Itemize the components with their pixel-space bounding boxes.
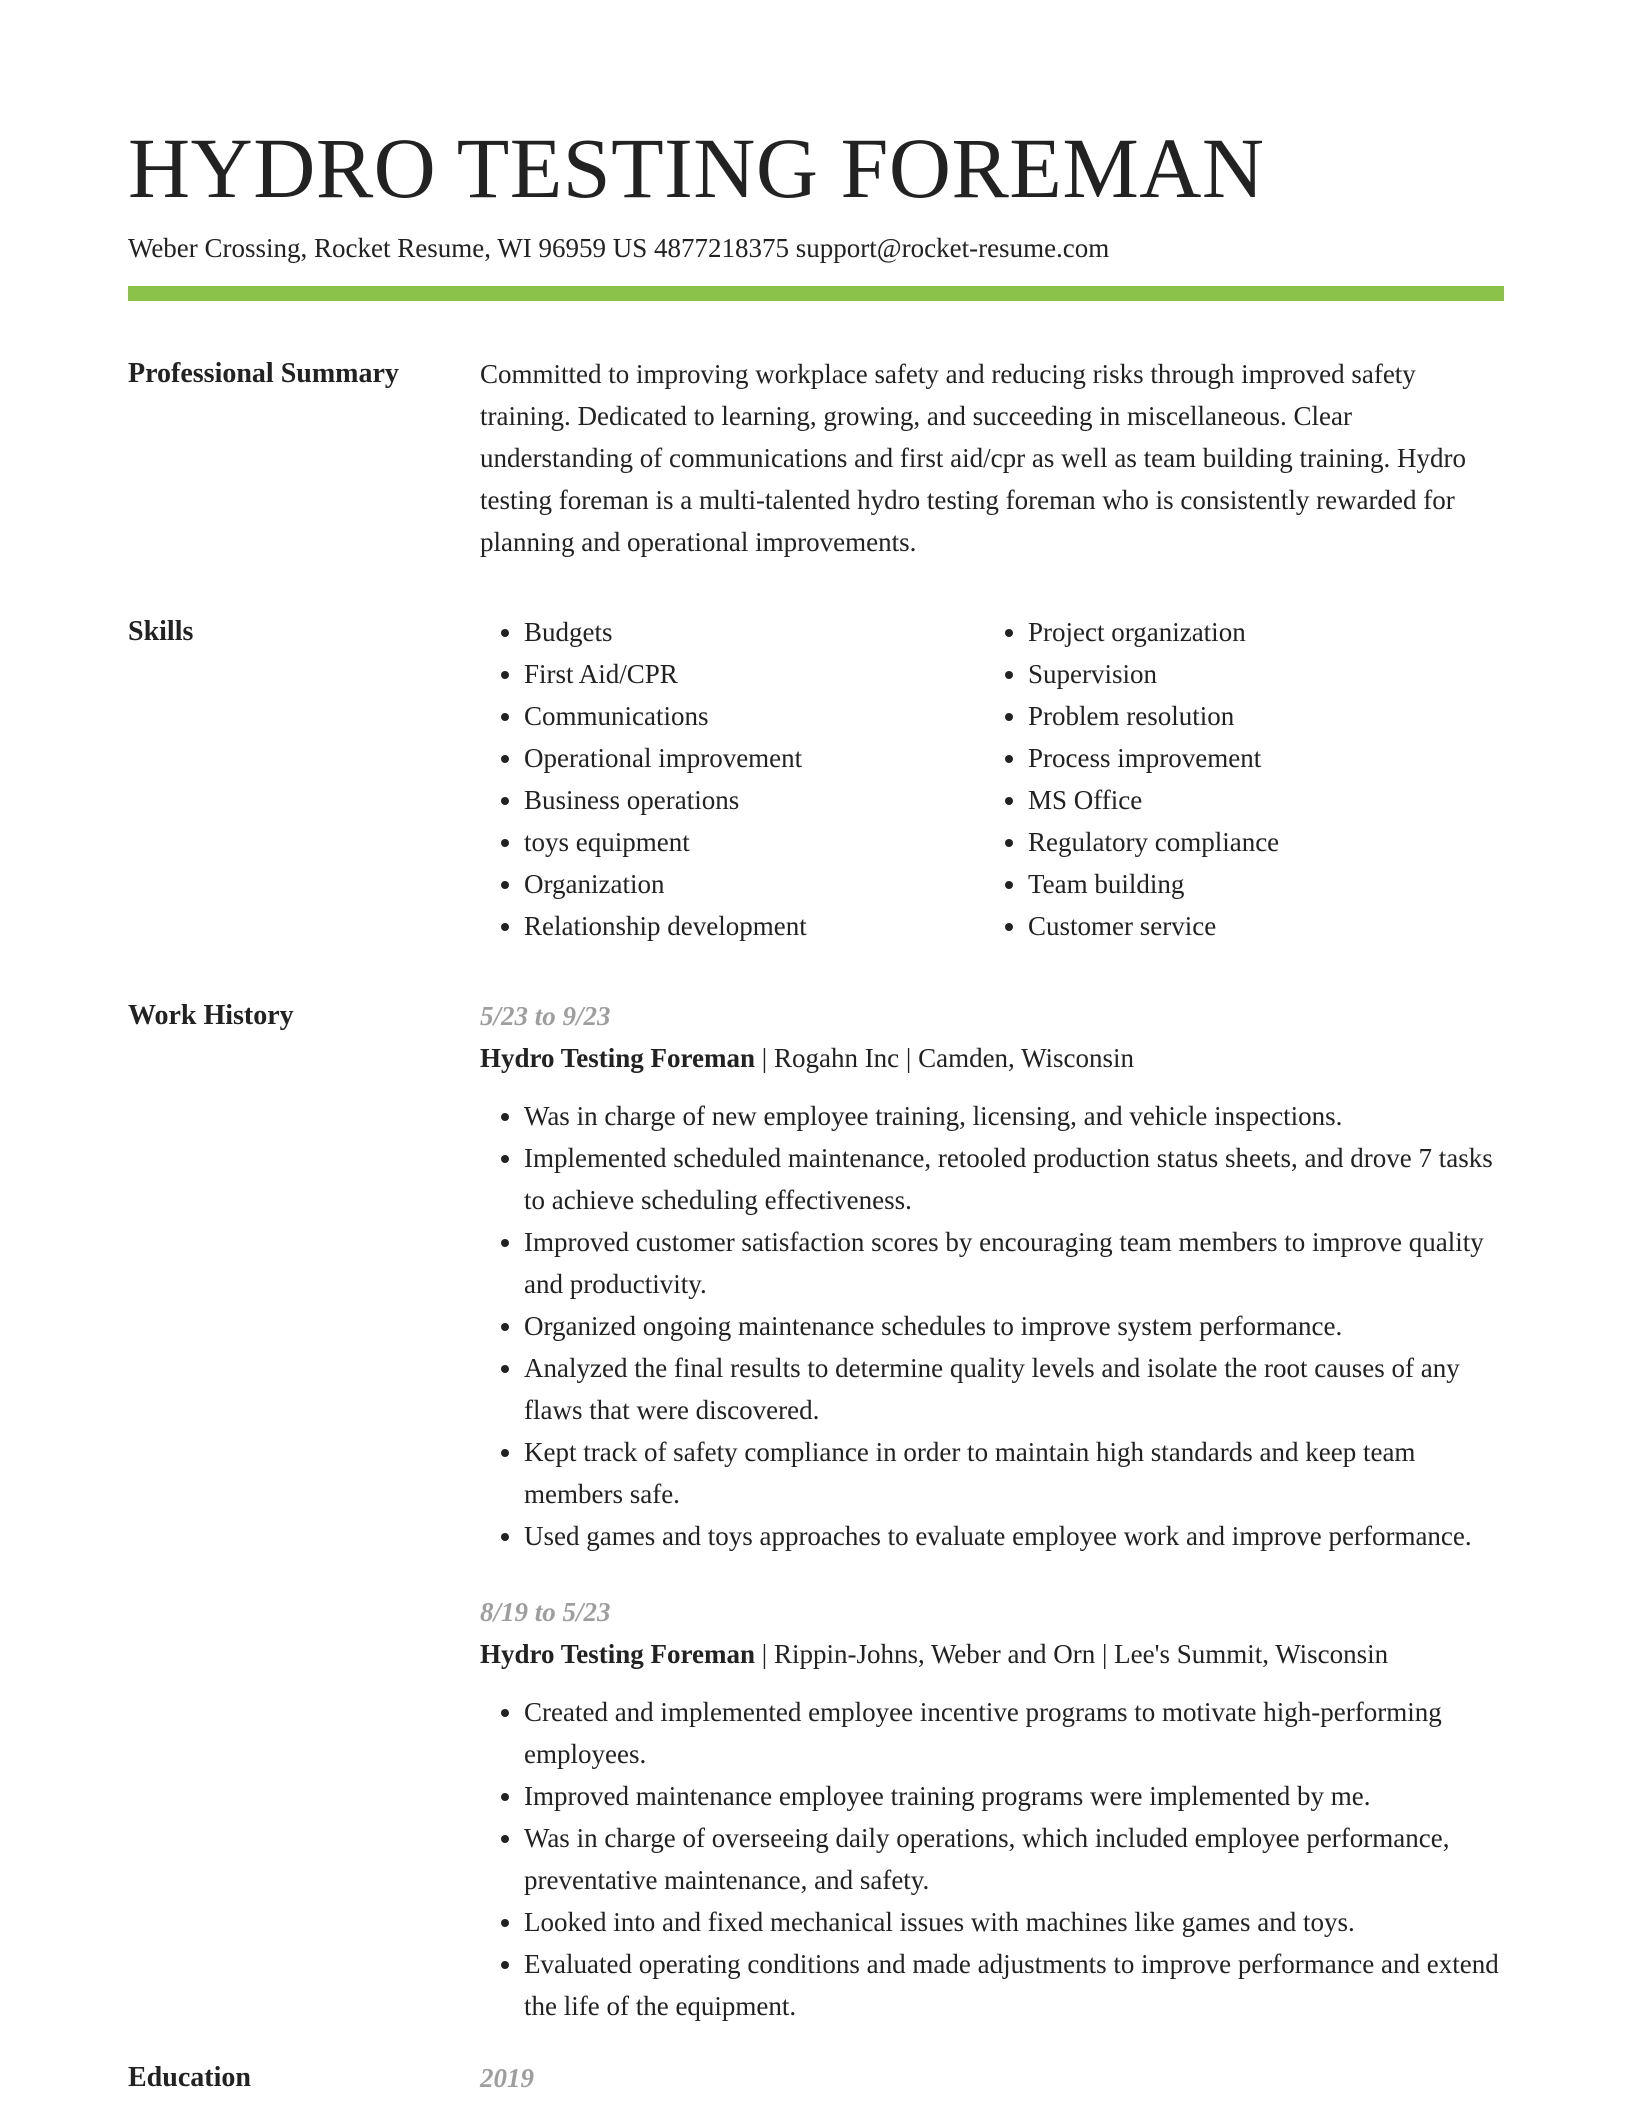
resume-page <box>128 118 1504 2099</box>
job-bullet: • Improved maintenance employee training programs were implemented by me. <box>524 1775 1504 1817</box>
candidate-name: HYDRO TESTING FOREMAN <box>128 120 1265 216</box>
summary-text: Committed to improving workplace safety and reducing risks through improved safety training. Dedicated to learning, growing, and succeeding in miscellaneous. Clear understanding of communications and first aid/cpr as well as team building training. Hydro testing foreman is a multi-talented hydro testing foreman who is consistently rewarded for planning and operational improvements. <box>480 359 1467 557</box>
job-bullet: • Created and implemented employee incentive programs to motivate high-performing employees. <box>524 1691 1504 1775</box>
skills-list-right <box>984 611 1508 947</box>
job-bullet: • Implemented scheduled maintenance, retooled production status sheets, and drove 7 tasks to achieve scheduling effectiveness. <box>524 1137 1504 1221</box>
summary-label: Professional Summary <box>128 358 399 389</box>
job-entry <box>480 995 1504 1557</box>
job-bullets <box>480 1095 1504 1557</box>
skill-item: • MS Office <box>1028 779 1508 821</box>
education-section <box>128 2057 1504 2099</box>
work-history-content <box>480 995 1504 2027</box>
job-dates: 5/23 to 9/23 <box>480 1001 611 1031</box>
skill-item: • Communications <box>524 695 984 737</box>
skills-content <box>480 611 1508 947</box>
job-bullet: • Was in charge of overseeing daily operations, which included employee performance, preventative maintenance, and safety. <box>524 1817 1504 1901</box>
job-bullet: • Kept track of safety compliance in order to maintain high standards and keep team members safe. <box>524 1431 1504 1515</box>
skill-item: • Team building <box>1028 863 1508 905</box>
job-bullets <box>480 1691 1504 2027</box>
contact-address: Weber Crossing, Rocket Resume, WI 96959 US <box>128 233 648 263</box>
job-bullet: • Organized ongoing maintenance schedules to improve system performance. <box>524 1305 1504 1347</box>
contact-email: support@rocket-resume.com <box>795 233 1110 263</box>
contact-phone: 4877218375 <box>654 233 790 263</box>
skill-item: • Budgets <box>524 611 984 653</box>
accent-divider <box>128 286 1504 301</box>
skills-section <box>128 611 1504 947</box>
job-entry <box>480 1591 1504 2027</box>
skill-item: • Operational improvement <box>524 737 984 779</box>
job-bullet: • Used games and toys approaches to evaluate employee work and improve performance. <box>524 1515 1504 1557</box>
skills-list-left <box>480 611 984 947</box>
summary-section <box>128 353 1504 563</box>
job-title: Hydro Testing Foreman <box>480 1639 756 1669</box>
job-details: | Rippin-Johns, Weber and Orn | Lee's Summit, Wisconsin <box>755 1639 1389 1669</box>
skill-item: • Organization <box>524 863 984 905</box>
work-history-label: Work History <box>128 1000 294 1031</box>
skill-item: • Project organization <box>1028 611 1508 653</box>
job-title: Hydro Testing Foreman <box>480 1043 756 1073</box>
skill-item: • Supervision <box>1028 653 1508 695</box>
job-bullet: • Analyzed the final results to determine quality levels and isolate the root causes of any flaws that were discovered. <box>524 1347 1504 1431</box>
job-title-line <box>480 1633 1504 1675</box>
skills-label: Skills <box>128 616 194 647</box>
skill-item: • First Aid/CPR <box>524 653 984 695</box>
skill-item: • Regulatory compliance <box>1028 821 1508 863</box>
education-content <box>480 2057 1504 2099</box>
job-bullet: • Looked into and fixed mechanical issues with machines like games and toys. <box>524 1901 1504 1943</box>
skill-item: • toys equipment <box>524 821 984 863</box>
skill-item: • Customer service <box>1028 905 1508 947</box>
work-history-section <box>128 995 1504 2027</box>
job-dates: 8/19 to 5/23 <box>480 1597 611 1627</box>
skill-item: • Process improvement <box>1028 737 1508 779</box>
contact-line <box>128 230 1504 266</box>
education-label: Education <box>128 2062 251 2093</box>
job-bullet: • Evaluated operating conditions and made adjustments to improve performance and extend the life of the equipment. <box>524 1943 1504 2027</box>
skill-item: • Relationship development <box>524 905 984 947</box>
skill-item: • Problem resolution <box>1028 695 1508 737</box>
job-details: | Rogahn Inc | Camden, Wisconsin <box>755 1043 1134 1073</box>
job-bullet: • Was in charge of new employee training, licensing, and vehicle inspections. <box>524 1095 1504 1137</box>
education-dates: 2019 <box>480 2063 534 2093</box>
job-title-line <box>480 1037 1504 1079</box>
summary-content <box>480 353 1504 563</box>
skill-item: • Business operations <box>524 779 984 821</box>
job-bullet: • Improved customer satisfaction scores by encouraging team members to improve quality and productivity. <box>524 1221 1504 1305</box>
